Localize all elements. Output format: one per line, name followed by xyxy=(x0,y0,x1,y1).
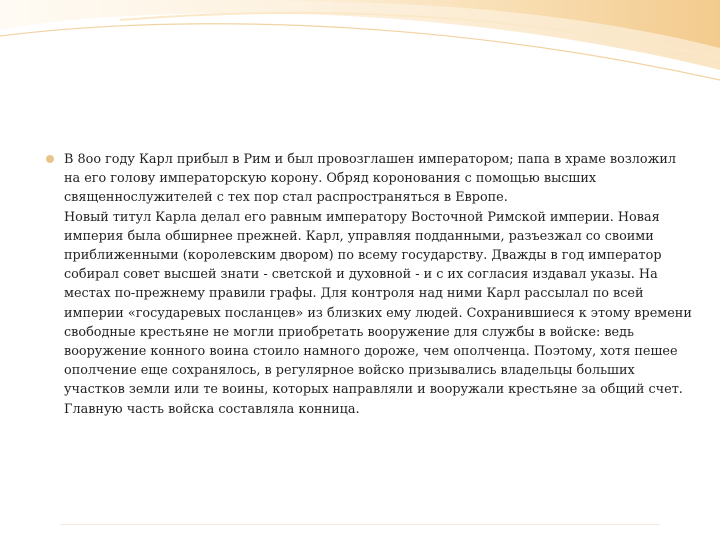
body-text: В 8оо году Карл прибыл в Рим и был провозглашен императором; папа в храме возложил на его голову императорскую корону. Обряд коронования с помощью высших священнослужителей с тех пор стал распространяться в Европе. Новый титул Карла делал его равным императору Восточной Римской империи. Новая империя была обширнее прежней. Карл, управляя подданными, разъезжал со своими приближенными (королевским двором) по всему государству. Дважды в год император собирал совет высшей знати - светской и духовной - и с их согласия издавал указы. На местах по-прежнему правили графы. Для контроля над ними Карл рассылал по всей империи «государевых посланцев» из близких ему людей. Сохранившиеся к этому времени свободные крестьяне не могли приобретать вооружение для службы в войске: ведь вооружение конного воина стоило намного дороже, чем ополченца. Поэтому, хотя пешее ополчение еще сохранялось, в регулярное войско призывались владельцы больших участков земли или те воины, которых направляли и вооружали крестьяне за общий счет. Главную часть войска составляла конница. xyxy=(64,152,692,417)
slide-content xyxy=(44,150,694,419)
bullet-dot-icon xyxy=(46,155,54,163)
top-wave-decoration xyxy=(0,0,720,110)
bullet-paragraph xyxy=(44,150,694,419)
bottom-divider xyxy=(60,524,660,525)
